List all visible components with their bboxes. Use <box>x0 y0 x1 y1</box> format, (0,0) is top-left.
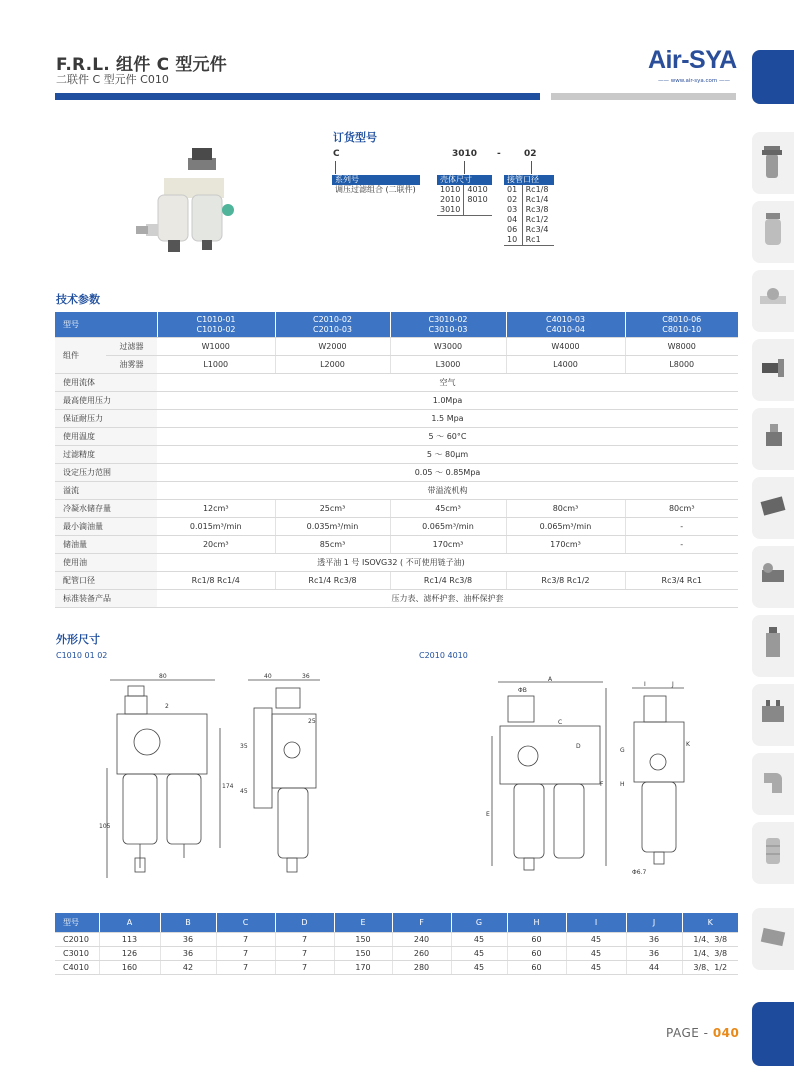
dims-cell: 7 <box>216 933 275 947</box>
spec-model-3: C3010-02 C3010-03 <box>390 312 506 338</box>
dims-cell: 7 <box>275 947 334 961</box>
dims-header: I <box>566 913 626 933</box>
dims-cell: 240 <box>392 933 451 947</box>
spec-component-label: 组件 <box>55 338 106 374</box>
spec-table <box>55 312 738 608</box>
dims-cell: 36 <box>160 933 216 947</box>
dims-table <box>55 913 738 975</box>
dims-cell: 60 <box>507 933 566 947</box>
port-size: Rc3/4 <box>525 225 549 234</box>
spec-cell: Rc1/4 Rc3/8 <box>390 572 506 590</box>
spec-model-1: C1010-01 C1010-02 <box>157 312 275 338</box>
dims-header: K <box>682 913 738 933</box>
table-row <box>55 933 738 947</box>
size-header: 壳体尺寸 <box>437 175 492 185</box>
port-size: Rc1/8 <box>525 185 549 194</box>
dims-cell: 280 <box>392 961 451 975</box>
spec-oil-cap-label: 储油量 <box>55 536 157 554</box>
dim-label: 35 <box>240 743 248 750</box>
page-prefix: PAGE - <box>666 1026 713 1040</box>
side-tab-elbow[interactable] <box>752 753 794 815</box>
spec-row-value: 带溢流机构 <box>157 482 738 500</box>
fitting-icon <box>752 339 794 401</box>
drawing-c2010-side <box>620 676 700 876</box>
spec-cell: W4000 <box>506 338 625 356</box>
port-code: 10 <box>504 235 522 246</box>
spec-row-value: 0.05 ～ 0.85Mpa <box>157 464 738 482</box>
dim-label: C <box>558 719 563 726</box>
spec-std-value: 压力表、滤杯护套、油杯保护套 <box>157 590 738 608</box>
spec-cell: 170cm³ <box>390 536 506 554</box>
dims-header: 型号 <box>55 913 99 933</box>
dims-header: A <box>99 913 160 933</box>
dim-label: 105 <box>99 823 111 830</box>
gear-part-icon <box>752 908 794 970</box>
spec-cell: 25cm³ <box>275 500 390 518</box>
spec-model-4: C4010-03 C4010-04 <box>506 312 625 338</box>
dims-header: G <box>451 913 507 933</box>
spec-cell: W3000 <box>390 338 506 356</box>
table-row <box>55 947 738 961</box>
order-code-size: 3010 <box>452 149 478 159</box>
dims-cell: 45 <box>566 947 626 961</box>
spec-cell: 20cm³ <box>157 536 275 554</box>
dims-cell: 36 <box>626 933 682 947</box>
side-tab-cylinder[interactable] <box>752 684 794 746</box>
port-code: 06 <box>504 225 522 235</box>
dims-cell: 126 <box>99 947 160 961</box>
dims-title: 外形尺寸 <box>56 633 100 646</box>
dims-header: H <box>507 913 566 933</box>
dims-cell: 45 <box>451 961 507 975</box>
drawing-c2010-front <box>488 676 613 876</box>
port-size: Rc1 <box>522 235 554 246</box>
dim-label: 40 <box>264 673 272 680</box>
spec-row-label: 过滤精度 <box>55 446 157 464</box>
frl-unit-icon <box>752 132 794 194</box>
product-photo <box>128 140 248 260</box>
header-bar-gray <box>551 93 736 100</box>
spec-row-value: 空气 <box>157 374 738 392</box>
port-header: 接管口径 <box>504 175 554 185</box>
dims-cell: 42 <box>160 961 216 975</box>
spec-row-label: 使用流体 <box>55 374 157 392</box>
dims-cell: 60 <box>507 961 566 975</box>
dims-header: F <box>392 913 451 933</box>
size-option: 1010 <box>437 185 464 195</box>
spec-row-label: 使用温度 <box>55 428 157 446</box>
spec-cell: Rc1/4 Rc3/8 <box>275 572 390 590</box>
spec-cell: 0.015m³/min <box>157 518 275 536</box>
spec-row-value: 1.0Mpa <box>157 392 738 410</box>
dims-header: J <box>626 913 682 933</box>
order-leader-series <box>335 161 336 174</box>
order-title: 订货型号 <box>333 131 377 144</box>
spec-cell: L2000 <box>275 356 390 374</box>
table-row <box>55 961 738 975</box>
dims-cell: 170 <box>334 961 392 975</box>
spec-model-label: 型号 <box>55 312 157 338</box>
regulator-icon <box>752 408 794 470</box>
spec-cell: L3000 <box>390 356 506 374</box>
size-option: 2010 <box>437 195 464 205</box>
spec-cell: L1000 <box>157 356 275 374</box>
spec-lubricator-label: 油雾器 <box>106 356 157 374</box>
port-code: 03 <box>504 205 522 215</box>
side-tab-valve[interactable] <box>752 270 794 332</box>
port-code: 01 <box>504 185 522 195</box>
spec-row-value: 5 ～ 60°C <box>157 428 738 446</box>
spec-cell: - <box>625 518 738 536</box>
page-number <box>666 1026 739 1040</box>
spec-port-label: 配管口径 <box>55 572 157 590</box>
spec-cell: 0.065m³/min <box>506 518 625 536</box>
port-code: 04 <box>504 215 522 225</box>
dim-label: I <box>644 681 646 688</box>
order-port-box <box>504 175 554 246</box>
side-tab-regulator[interactable] <box>752 408 794 470</box>
spec-cell: L4000 <box>506 356 625 374</box>
side-tab-active-top[interactable] <box>752 50 794 104</box>
dims-cell: 60 <box>507 947 566 961</box>
spec-model-2: C2010-02 C2010-03 <box>275 312 390 338</box>
drawing-front-view <box>95 668 234 893</box>
spec-cell: 0.035m³/min <box>275 518 390 536</box>
dims-cell: 45 <box>451 947 507 961</box>
dim-label: 25 <box>308 718 316 725</box>
dims-cell: C3010 <box>55 947 99 961</box>
drawing-side-view <box>240 668 335 893</box>
dim-label: J <box>672 681 674 688</box>
silencer-icon <box>752 822 794 884</box>
brand-url: —— www.air-sya.com —— <box>657 78 730 84</box>
spec-cell: - <box>625 536 738 554</box>
port-size: Rc1/4 <box>525 195 549 204</box>
port-size: Rc3/8 <box>525 205 549 214</box>
spec-min-drip-label: 最小滴油量 <box>55 518 157 536</box>
port-size: Rc1/2 <box>525 215 549 224</box>
dims-cell: 160 <box>99 961 160 975</box>
dims-cell: 150 <box>334 933 392 947</box>
dims-cell: 7 <box>216 961 275 975</box>
size-option: 4010 <box>467 185 488 194</box>
elbow-fitting-icon <box>752 753 794 815</box>
dims-cell: 45 <box>451 933 507 947</box>
side-tab-frl[interactable] <box>752 132 794 194</box>
spec-row-label: 保证耐压力 <box>55 410 157 428</box>
spec-oil-value: 透平油 1 号 ISOVG32 ( 不可使用链子油) <box>157 554 625 572</box>
spec-cell: Rc1/8 Rc1/4 <box>157 572 275 590</box>
side-tab-gear[interactable] <box>752 908 794 970</box>
spec-cell: 80cm³ <box>625 500 738 518</box>
spec-row-label: 设定压力范围 <box>55 464 157 482</box>
dims-header: E <box>334 913 392 933</box>
page-subtitle: 二联件 C 型元件 C010 <box>56 73 169 86</box>
page-title: F.R.L. 组件 C 型元件 <box>56 55 227 75</box>
side-tab-fitting[interactable] <box>752 339 794 401</box>
actuator-icon <box>752 615 794 677</box>
spec-row-value: 5 ～ 80μm <box>157 446 738 464</box>
spec-oil-label: 使用油 <box>55 554 157 572</box>
page-number-value: 040 <box>712 1026 740 1040</box>
filter-icon <box>752 201 794 263</box>
spec-title: 技术参数 <box>56 293 100 306</box>
dims-cell: 260 <box>392 947 451 961</box>
spec-drain-label: 冷凝水储存量 <box>55 500 157 518</box>
spec-filter-label: 过滤器 <box>106 338 157 356</box>
spec-cell: W1000 <box>157 338 275 356</box>
spec-cell: Rc3/4 Rc1 <box>625 572 738 590</box>
order-series-box <box>332 175 420 195</box>
dims-cell: C4010 <box>55 961 99 975</box>
pilot-valve-icon <box>752 546 794 608</box>
side-tab-solenoid[interactable] <box>752 477 794 539</box>
valve-icon <box>752 270 794 332</box>
size-option: 8010 <box>467 195 488 204</box>
size-option: 3010 <box>437 205 464 216</box>
dims-cell: 44 <box>626 961 682 975</box>
side-tab-pilot[interactable] <box>752 546 794 608</box>
side-tab-actuator[interactable] <box>752 615 794 677</box>
dims-cell: 1/4、3/8 <box>682 947 738 961</box>
spec-cell: 80cm³ <box>506 500 625 518</box>
spec-cell: 12cm³ <box>157 500 275 518</box>
dims-cell: 150 <box>334 947 392 961</box>
dim-label: 45 <box>240 788 248 795</box>
dims-cell: 1/4、3/8 <box>682 933 738 947</box>
dims-header: B <box>160 913 216 933</box>
order-size-box <box>437 175 492 216</box>
dims-cell: 3/8、1/2 <box>682 961 738 975</box>
order-code-series: C <box>333 149 340 159</box>
dim-label: 2 <box>165 703 169 710</box>
dim-label: H <box>620 781 625 788</box>
dim-label: K <box>686 741 690 748</box>
header-bar-blue <box>55 93 540 100</box>
dim-label: A <box>548 676 553 683</box>
spec-cell: Rc3/8 Rc1/2 <box>506 572 625 590</box>
spec-cell: 45cm³ <box>390 500 506 518</box>
order-leader-port <box>531 161 532 174</box>
dims-cell: 113 <box>99 933 160 947</box>
spec-cell: W2000 <box>275 338 390 356</box>
dims-header: C <box>216 913 275 933</box>
dim-label: G <box>620 747 625 754</box>
dim-label: 174 <box>222 783 234 790</box>
port-code: 02 <box>504 195 522 205</box>
dims-cell: 7 <box>275 961 334 975</box>
dim-label: 80 <box>159 673 167 680</box>
dims-header: D <box>275 913 334 933</box>
series-value: 调压过滤组合 (二联件) <box>335 185 416 194</box>
dims-cell: C2010 <box>55 933 99 947</box>
spec-std-label: 标准装备产品 <box>55 590 157 608</box>
dims-cell: 7 <box>275 933 334 947</box>
solenoid-icon <box>752 477 794 539</box>
spec-model-5: C8010-06 C8010-10 <box>625 312 738 338</box>
dim-label: E <box>486 811 490 818</box>
dims-cell: 36 <box>626 947 682 961</box>
spec-row-label: 溢流 <box>55 482 157 500</box>
spec-cell: 0.065m³/min <box>390 518 506 536</box>
dims-cell: 36 <box>160 947 216 961</box>
spec-row-value: 1.5 Mpa <box>157 410 738 428</box>
side-tab-filter[interactable] <box>752 201 794 263</box>
order-code-port: 02 <box>524 149 537 159</box>
order-code-dash: - <box>497 149 501 159</box>
spec-cell: 85cm³ <box>275 536 390 554</box>
spec-cell: L8000 <box>625 356 738 374</box>
dims-cell: 45 <box>566 933 626 947</box>
cylinder-icon <box>752 684 794 746</box>
spec-row-label: 最高使用压力 <box>55 392 157 410</box>
brand-logo: Air-SYA <box>648 46 737 74</box>
dims-cell: 7 <box>216 947 275 961</box>
dim-label: Φ6.7 <box>632 869 647 876</box>
size-option <box>464 205 493 216</box>
spec-cell: W8000 <box>625 338 738 356</box>
dims-cell: 45 <box>566 961 626 975</box>
dims-left-model: C1010 01 02 <box>56 651 108 660</box>
side-tab-active-bottom[interactable] <box>752 1002 794 1066</box>
spec-cell: 170cm³ <box>506 536 625 554</box>
dim-label: 36 <box>302 673 310 680</box>
dims-right-model: C2010 4010 <box>419 651 468 660</box>
dim-label: ΦB <box>518 687 527 694</box>
order-leader-size <box>464 161 465 174</box>
dim-label: F <box>600 781 604 788</box>
side-tab-silencer[interactable] <box>752 822 794 884</box>
dim-label: D <box>576 743 581 750</box>
series-header: 系列号 <box>332 175 420 185</box>
